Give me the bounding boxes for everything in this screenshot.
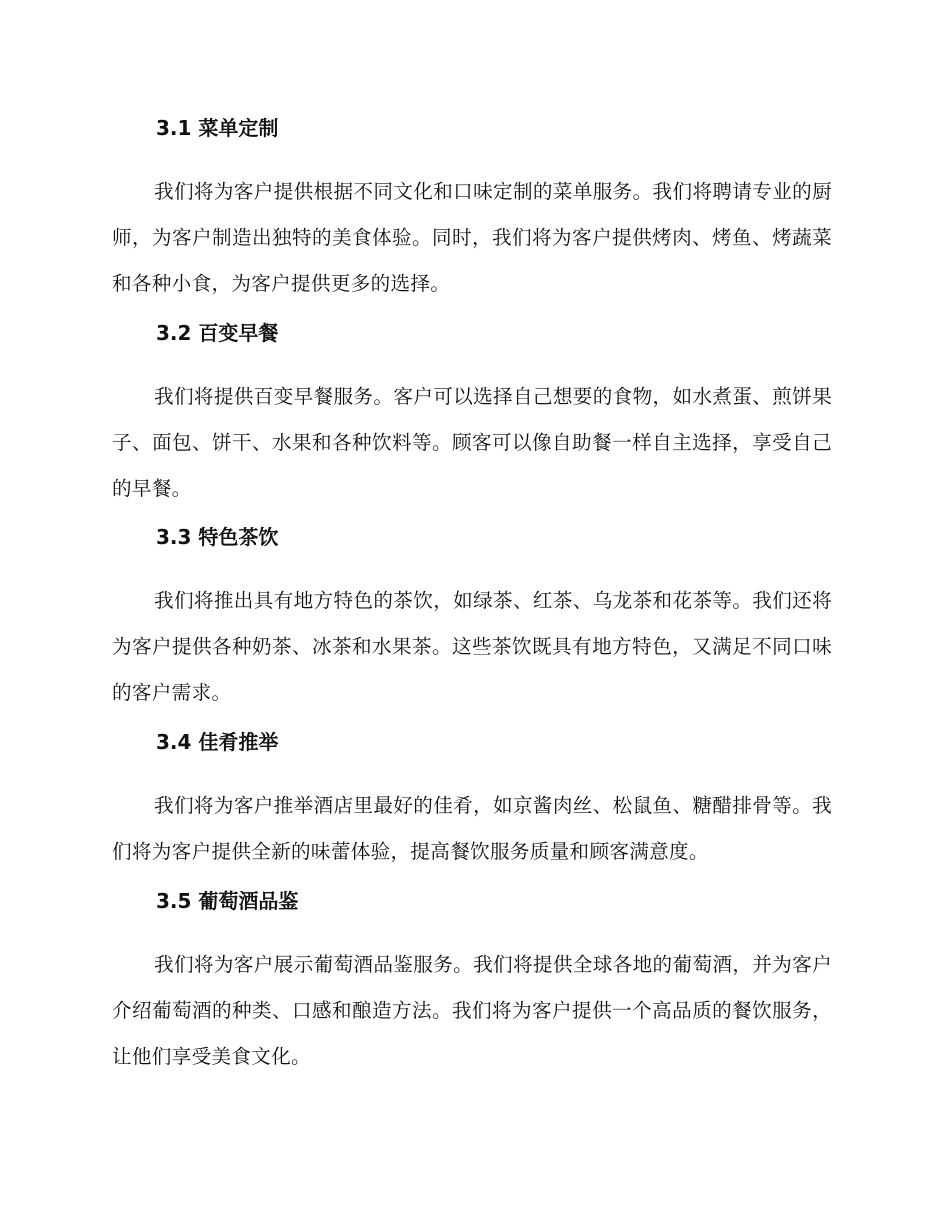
section-3-1 bbox=[112, 113, 832, 307]
section-paragraph: 我们将为客户提供根据不同文化和口味定制的菜单服务。我们将聘请专业的厨师，为客户制造出独特的美食体验。同时，我们将为客户提供烤肉、烤鱼、烤蔬菜和各种小食，为客户提供更多的选择。 bbox=[112, 180, 832, 295]
section-paragraph: 我们将为客户推举酒店里最好的佳肴，如京酱肉丝、松鼠鱼、糖醋排骨等。我们将为客户提供全新的味蕾体验，提高餐饮服务质量和顾客满意度。 bbox=[112, 794, 832, 863]
section-heading: 3.1 菜单定制 bbox=[156, 116, 279, 140]
section-heading: 3.3 特色茶饮 bbox=[156, 525, 279, 549]
section-3-2 bbox=[112, 318, 832, 512]
section-heading: 3.5 葡萄酒品鉴 bbox=[156, 889, 299, 913]
section-paragraph: 我们将提供百变早餐服务。客户可以选择自己想要的食物，如水煮蛋、煎饼果子、面包、饼干、水果和各种饮料等。顾客可以像自助餐一样自主选择，享受自己的早餐。 bbox=[112, 385, 832, 500]
section-3-5 bbox=[112, 886, 832, 1080]
section-3-4 bbox=[112, 727, 832, 875]
section-3-3 bbox=[112, 522, 832, 716]
section-heading: 3.4 佳肴推举 bbox=[156, 730, 279, 754]
section-paragraph: 我们将推出具有地方特色的茶饮，如绿茶、红茶、乌龙茶和花茶等。我们还将为客户提供各种奶茶、冰茶和水果茶。这些茶饮既具有地方特色，又满足不同口味的客户需求。 bbox=[112, 589, 832, 704]
section-paragraph: 我们将为客户展示葡萄酒品鉴服务。我们将提供全球各地的葡萄酒，并为客户介绍葡萄酒的种类、口感和酿造方法。我们将为客户提供一个高品质的餐饮服务，让他们享受美食文化。 bbox=[112, 953, 832, 1068]
section-heading: 3.2 百变早餐 bbox=[156, 321, 279, 345]
